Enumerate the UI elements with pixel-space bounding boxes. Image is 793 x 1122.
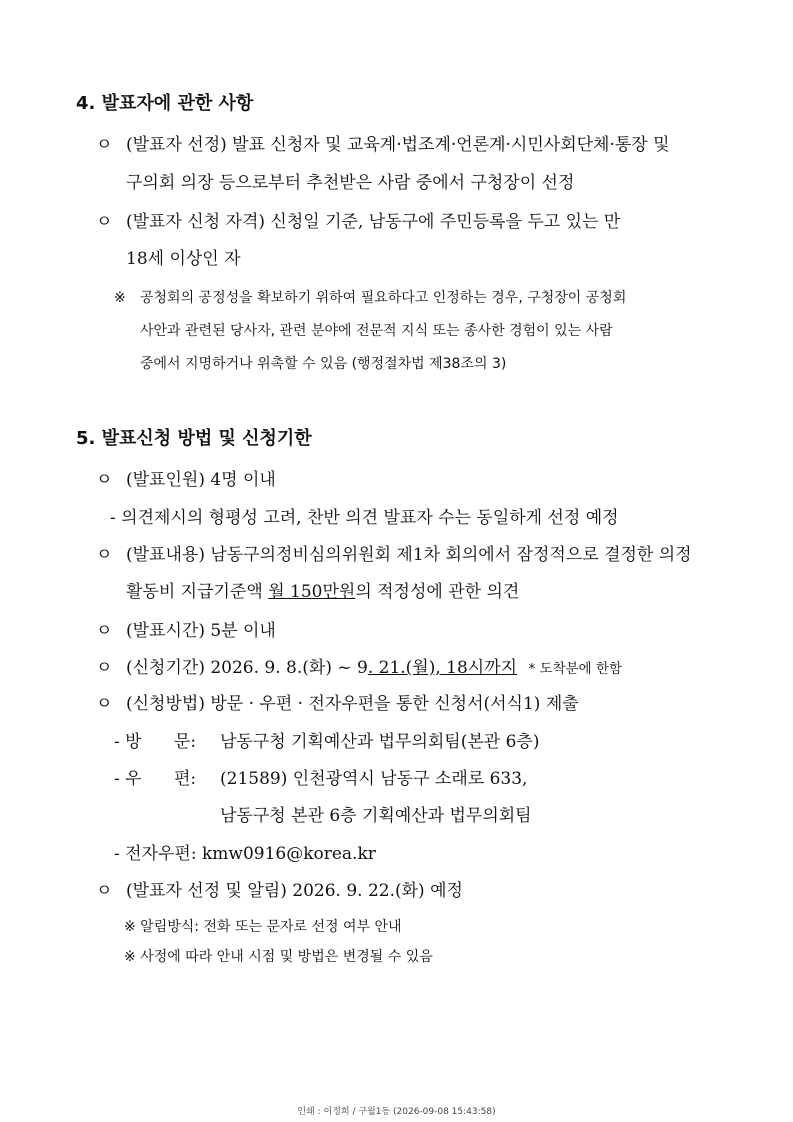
method-mail-cont: 남동구청 본관 6층 기획예산과 법무의회팀 [220,806,532,826]
section-4-item-selection-cont: 구의회 의장 등으로부터 추천받은 사람 중에서 구청장이 선정 [126,173,575,193]
mail-label: - 우 편: [114,769,197,789]
section-5-item-time [96,620,276,642]
bullet-mark: ㅇ [96,881,113,901]
bullet-mark: ㅇ [96,212,113,232]
visit-label: - 방 문: [114,732,197,752]
content-text-b: 의 적정성에 관한 의견 [355,582,520,602]
section-5-item-period [96,657,622,680]
bullet-mark: ㅇ [96,694,113,714]
section-4-item-selection [96,134,670,156]
bullet-mark: ㅇ [96,135,113,155]
mail-value: (21589) 인천광역시 남동구 소래로 633, [220,769,528,789]
method-email: - 전자우편: kmw0916@korea.kr [114,844,376,864]
content-text-a: 활동비 지급기준액 [126,582,269,602]
section-4-note [114,287,626,309]
section-5-item-method [96,693,579,715]
bullet-mark: ㅇ [96,470,113,490]
bullet-mark: ㅇ [96,545,113,565]
section-5-title: 5. 발표신청 방법 및 신청기한 [76,428,312,449]
method-visit [114,731,539,753]
item-text: (발표자 신청 자격) 신청일 기준, 남동구에 주민등록을 두고 있는 만 [126,212,621,232]
item-text: (발표시간) 5분 이내 [126,621,276,641]
period-deadline: . 21.(월), 18시까지 [367,658,518,678]
section-5-item-people-sub: - 의견제시의 형평성 고려, 찬반 의견 발표자 수는 동일하게 선정 예정 [110,508,619,528]
item-text: (발표내용) 남동구의정비심의위원회 제1차 회의에서 잠정적으로 결정한 의정 [126,545,692,565]
method-mail [114,768,527,790]
section-4-note-cont-2: 중에서 지명하거나 위촉할 수 있음 (행정절차법 제38조의 3) [140,356,507,372]
section-5-item-content-cont [126,581,519,603]
bullet-mark: ㅇ [96,621,113,641]
item-text: (발표인원) 4명 이내 [126,470,276,490]
section-4-item-eligibility-cont: 18세 이상인 자 [126,249,241,269]
content-amount: 월 150만원 [268,582,356,602]
period-start: (신청기간) 2026. 9. 8.(화) ~ 9 [126,658,368,678]
bullet-mark: ㅇ [96,658,113,678]
print-footer: 인쇄 : 이정희 / 구월1동 (2026-09-08 15:43:58) [297,1107,496,1117]
announce-note-1: ※ 알림방식: 전화 또는 문자로 선정 여부 안내 [124,919,402,935]
section-4-title: 4. 발표자에 관한 사항 [76,93,254,114]
note-mark: ※ [114,290,126,306]
period-note: * 도착분에 한함 [528,661,623,677]
item-text: (발표자 선정 및 알림) 2026. 9. 22.(화) 예정 [126,881,463,901]
note-text: 공청회의 공정성을 확보하기 위하여 필요하다고 인정하는 경우, 구청장이 공청회 [140,290,627,306]
section-5-item-announce [96,880,463,902]
section-4-note-cont-1: 사안과 관련된 당사자, 관련 분야에 전문적 지식 또는 종사한 경험이 있는 사람 [140,323,613,339]
announce-note-2: ※ 사정에 따라 안내 시점 및 방법은 변경될 수 있음 [124,949,433,965]
section-5-item-people [96,469,276,491]
visit-value: 남동구청 기획예산과 법무의회팀(본관 6층) [220,732,540,752]
section-5-item-content [96,544,692,566]
item-text: (신청방법) 방문 · 우편 · 전자우편을 통한 신청서(서식1) 제출 [126,694,579,714]
section-4-item-eligibility [96,211,620,233]
item-text: (발표자 선정) 발표 신청자 및 교육계·법조계·언론계·시민사회단체·통장 및 [126,135,670,155]
